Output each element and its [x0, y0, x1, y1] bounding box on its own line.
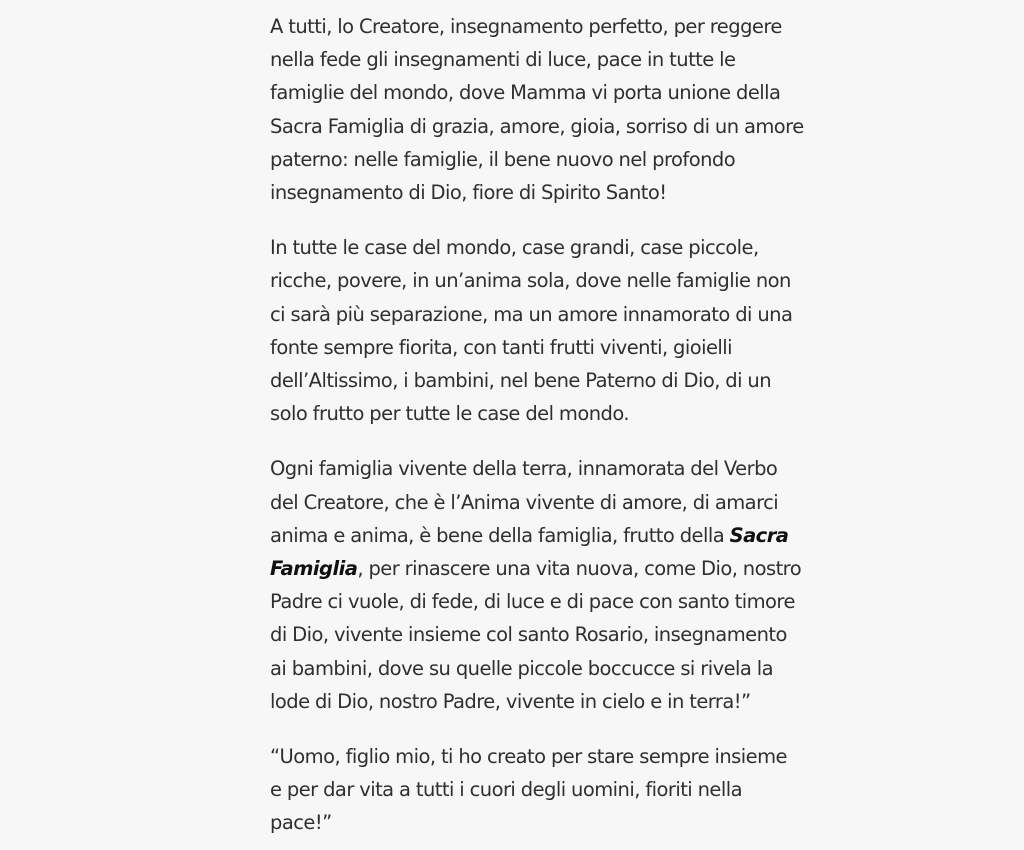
paragraph-3-line: di Dio, vivente insieme col santo Rosario, insegnamento: [270, 623, 787, 647]
paragraph-3-line: Ogni famiglia vivente della terra, innamorata del Verbo: [270, 457, 778, 481]
paragraph-3-text: anima e anima, è bene della famiglia, frutto della: [270, 523, 730, 547]
paragraph-4-quote: [270, 740, 815, 840]
paragraph-2-line: ricche, povere, in un’anima sola, dove nelle famiglie non: [270, 269, 791, 293]
paragraph-3-line: [270, 552, 815, 585]
paragraph-4-line: e per dar vita a tutti i cuori degli uomini, fioriti nella: [270, 778, 743, 802]
paragraph-2-line: ci sarà più separazione, ma un amore innamorato di una: [270, 302, 793, 326]
paragraph-2-line: fonte sempre fiorita, con tanti frutti viventi, gioielli: [270, 335, 733, 359]
sacra-famiglia-emphasis: Sacra: [729, 523, 789, 547]
paragraph-3-line: [270, 519, 815, 552]
paragraph-3-line: Padre ci vuole, di fede, di luce e di pace con santo timore: [270, 590, 795, 614]
sacra-famiglia-emphasis: Famiglia: [270, 557, 358, 581]
paragraph-3-line: del Creatore, che è l’Anima vivente di amore, di amarci: [270, 490, 779, 514]
paragraph-2-line: In tutte le case del mondo, case grandi, case piccole,: [270, 236, 759, 260]
paragraph-1-line: nella fede gli insegnamenti di luce, pace in tutte le: [270, 48, 736, 72]
paragraph-1-line: insegnamento di Dio, fiore di Spirito Santo!: [270, 181, 667, 205]
paragraph-1-line: Sacra Famiglia di grazia, amore, gioia, sorriso di un amore: [270, 114, 804, 138]
paragraph-1: [270, 10, 815, 209]
paragraph-4-line: “Uomo, figlio mio, ti ho creato per stare sempre insieme: [270, 745, 787, 769]
paragraph-3: [270, 452, 815, 718]
paragraph-3-text: , per rinascere una vita nuova, come Dio, nostro: [357, 557, 802, 581]
article-body: [270, 10, 815, 840]
paragraph-1-line: famiglie del mondo, dove Mamma vi porta unione della: [270, 81, 781, 105]
paragraph-1-line: A tutti, lo Creatore, insegnamento perfetto, per reggere: [270, 15, 782, 38]
paragraph-2-line: solo frutto per tutte le case del mondo.: [270, 402, 630, 426]
paragraph-2-line: dell’Altissimo, i bambini, nel bene Paterno di Dio, di un: [270, 369, 772, 393]
paragraph-1-line: paterno: nelle famiglie, il bene nuovo nel profondo: [270, 147, 736, 171]
paragraph-3-line: lode di Dio, nostro Padre, vivente in cielo e in terra!”: [270, 689, 751, 713]
paragraph-2: [270, 231, 815, 430]
paragraph-4-line: pace!”: [270, 811, 332, 835]
paragraph-3-line: ai bambini, dove su quelle piccole boccucce si rivela la: [270, 656, 773, 680]
